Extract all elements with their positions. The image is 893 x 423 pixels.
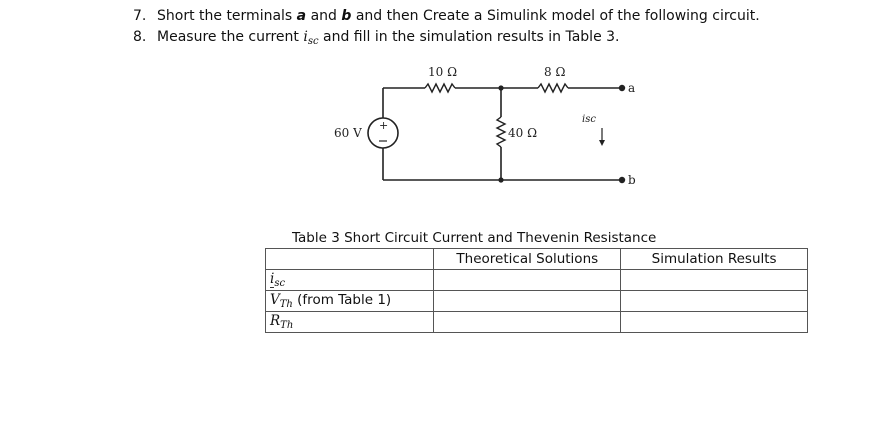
node-top-middle (498, 85, 503, 90)
row-subscript: sc (274, 278, 286, 289)
terminal-a-ref: a (296, 8, 307, 24)
instruction-text: and then Create a Simulink model of the following circuit. (351, 8, 760, 24)
node-bottom-middle (498, 177, 503, 182)
header-theoretical: Theoretical Solutions (434, 249, 621, 270)
instruction-text: and (306, 8, 342, 24)
resistor-40-label: 40 Ω (508, 126, 538, 140)
table-caption: Table 3 Short Circuit Current and Thevenin Resistance (292, 230, 657, 246)
instruction-number: 7. (133, 8, 147, 24)
table-header-row (266, 249, 808, 270)
instruction-7 (133, 6, 873, 27)
row-subscript: Th (280, 320, 294, 331)
results-table (265, 248, 808, 333)
instruction-text: and fill in the simulation results in Table 3. (318, 29, 620, 45)
instructions (133, 6, 873, 52)
row-symbol: V (270, 292, 280, 308)
isc-symbol: i (303, 29, 308, 45)
header-cell-blank (266, 249, 434, 270)
resistor-8-label: 8 Ω (544, 65, 566, 79)
source-plus-sign: + (379, 119, 389, 132)
row-label-rth (266, 312, 434, 333)
terminal-a-label: a (628, 81, 636, 95)
source-label: 60 V (334, 126, 362, 140)
cell-simulation[interactable] (621, 291, 808, 312)
cell-theoretical[interactable] (434, 270, 621, 291)
cell-simulation[interactable] (621, 270, 808, 291)
current-label: isc (582, 114, 596, 125)
terminal-b-ref: b (341, 8, 352, 24)
header-simulation: Simulation Results (621, 249, 808, 270)
instruction-text: Measure the current (157, 29, 304, 45)
cell-theoretical[interactable] (434, 291, 621, 312)
row-subscript: Th (279, 299, 293, 310)
row-suffix: (from Table 1) (292, 292, 392, 308)
current-arrow-head (599, 140, 605, 146)
resistor-8-ohm (538, 84, 568, 92)
table-row-vth (266, 291, 808, 312)
resistor-10-ohm (425, 84, 455, 92)
cell-theoretical[interactable] (434, 312, 621, 333)
row-symbol: i (270, 271, 275, 287)
instruction-8 (133, 27, 873, 52)
table-row-rth (266, 312, 808, 333)
table-row-isc (266, 270, 808, 291)
row-symbol: R (270, 313, 281, 329)
row-label-isc (266, 270, 434, 291)
terminal-a-dot (619, 85, 625, 91)
resistor-40-ohm (497, 117, 505, 147)
circuit-diagram (320, 62, 640, 192)
instruction-number: 8. (133, 29, 147, 45)
resistor-10-label: 10 Ω (428, 65, 458, 79)
terminal-b-dot (619, 177, 625, 183)
instruction-text: Short the terminals (157, 8, 297, 24)
isc-subscript: sc (307, 36, 319, 47)
terminal-b-label: b (628, 173, 636, 187)
row-label-vth (266, 291, 434, 312)
cell-simulation[interactable] (621, 312, 808, 333)
